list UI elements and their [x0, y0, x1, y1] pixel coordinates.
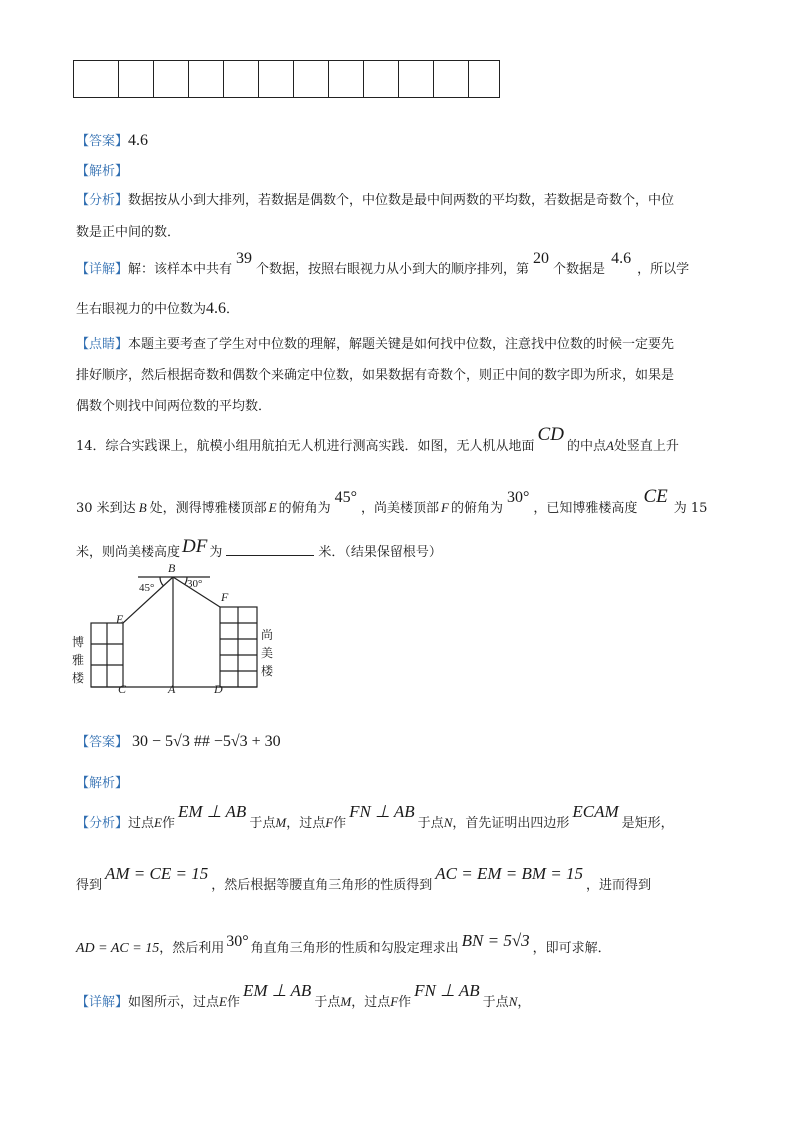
q14-fx1-math2: FN ⊥ AB — [349, 802, 415, 821]
q13-xj-text-b: 个数据，按照右眼视力从小到大的顺序排列，第 — [256, 262, 530, 277]
boya-char-3: 楼 — [72, 671, 85, 685]
q13-fenxi-text1: 数据按从小到大排列，若数据是偶数个，中位数是最中间两数的平均数，若数据是奇数个，中位 — [128, 193, 675, 208]
q14-fx2-text-a: 得到 — [76, 878, 103, 893]
q14-fx2-text-c: ，进而得到 — [585, 878, 651, 893]
shangmei-char-1: 尚 — [261, 628, 274, 642]
q14-xj1-text-e: 作 — [398, 995, 412, 1010]
q14-l3-df: DF — [182, 536, 208, 557]
q14-fx1-text-b: 作 — [161, 816, 175, 831]
q14-fx1-E: E — [154, 815, 162, 830]
q13-answer-line — [76, 130, 148, 150]
q13-xj-text-c: 个数据是 — [553, 262, 606, 277]
answer-grid-cell — [294, 61, 329, 98]
q13-xj-line2-end: ． — [226, 302, 240, 317]
boya-char-1: 博 — [72, 635, 85, 649]
q14-fx1-N: N — [443, 815, 453, 830]
q13-dianjing-line3: 偶数个则找中间两位数的平均数． — [76, 399, 272, 414]
shangmei-char-2: 美 — [261, 646, 274, 660]
q13-xiangjie-line2 — [76, 298, 239, 318]
q13-fenxi-line2: 数是正中间的数． — [76, 225, 181, 240]
q14-l2-text-f: ，已知博雅楼高度 — [533, 501, 638, 516]
q14-l2-text-d: ，尚美楼顶部 — [361, 501, 440, 516]
q14-l2-F: F — [441, 500, 449, 515]
q13-xj-line2-value: 4.6 — [206, 300, 227, 317]
q14-fx1-text-e: 作 — [333, 816, 347, 831]
answer-grid-cell — [329, 61, 364, 98]
xiangjie-tag: 【详解】 — [76, 262, 129, 277]
q14-fx1-text-g: ，首先证明出四边形 — [452, 816, 570, 831]
q14-xj1-text-c: 于点 — [314, 995, 341, 1010]
q14-xj1-text-f: 于点 — [482, 995, 509, 1010]
q14-analysis-tag: 【解析】 — [76, 776, 129, 791]
answer-tag: 【答案】 — [76, 134, 129, 149]
label-D: D — [214, 682, 223, 696]
q14-xj1-text-b: 作 — [226, 995, 240, 1010]
q14-fx1-F: F — [325, 815, 334, 830]
q14-fx1-text-a: 过点 — [128, 816, 155, 831]
label-B: B — [168, 561, 176, 575]
answer-grid-cell — [74, 61, 119, 98]
q14-fx3-text-a: ，然后利用 — [159, 941, 225, 956]
q14-xj1-text-g: ， — [517, 995, 531, 1010]
q13-xj-text-a: 解：该样本中共有 — [128, 262, 233, 277]
q14-fx2-text-b: ，然后根据等腰直角三角形的性质得到 — [211, 878, 433, 893]
answer-grid-cell — [399, 61, 434, 98]
q14-answer-value: 30 − 5√3 ## −5√3 + 30 — [132, 733, 281, 750]
q14-fx3-text-b: 角直角三角形的性质和勾股定理求出 — [250, 941, 459, 956]
q14-fx1-math1: EM ⊥ AB — [178, 802, 247, 821]
q13-xj-line2-text: 生右眼视力的中位数为 — [76, 302, 207, 317]
dianjing-tag: 【点睛】 — [76, 337, 129, 352]
q13-dj-text1: 本题主要考查了学生对中位数的理解，解题关键是如何找中位数，注意找中位数的时候一定要先 — [128, 337, 675, 352]
q14-xiangjie-line1 — [76, 981, 531, 1011]
answer-grid-cell — [364, 61, 399, 98]
label-45deg: 45° — [139, 582, 155, 594]
q14-stem-line3 — [76, 536, 442, 562]
q14-l2-text-a: 30 米到达 — [76, 501, 136, 516]
q14-l3-text-b: 为 — [209, 545, 223, 560]
q14-fx3-math3: BN = 5√3 — [461, 931, 530, 950]
q14-fenxi-line2 — [76, 864, 651, 894]
fenxi-tag: 【分析】 — [76, 816, 129, 831]
q14-fx3-text-c: ，即可求解． — [532, 941, 611, 956]
q14-xj1-text-a: 如图所示，过点 — [128, 995, 220, 1010]
q14-xj1-math1: EM ⊥ AB — [243, 981, 312, 1000]
q13-xj-20: 20 — [533, 250, 550, 267]
q14-l1-text-a: 14．综合实践课上，航模小组用航拍无人机进行测高实践．如图，无人机从地面 — [76, 439, 535, 454]
q14-stem-line1 — [76, 424, 679, 456]
answer-grid-cell — [469, 61, 500, 98]
q14-xj1-M: M — [340, 994, 352, 1009]
fenxi-tag: 【分析】 — [76, 193, 129, 208]
q14-l2-45deg: 45° — [334, 489, 358, 506]
answer-grid-table — [73, 60, 500, 98]
q14-l2-text-g: 为 15 — [673, 501, 708, 516]
answer-grid-cell — [434, 61, 469, 98]
q14-fenxi-line1 — [76, 802, 674, 832]
q13-dianjing-line2: 排好顺序，然后根据奇数和偶数个来确定中位数，如果数据有奇数个，则正中间的数字即为所求，如果是 — [76, 368, 675, 383]
answer-tag: 【答案】 — [76, 735, 129, 750]
q14-l2-B: B — [138, 500, 147, 515]
q14-fx1-text-f: 于点 — [417, 816, 444, 831]
q13-answer-value: 4.6 — [128, 132, 149, 149]
q14-l2-30deg: 30° — [507, 489, 530, 506]
q13-xj-text-d: ，所以学 — [637, 262, 690, 277]
q14-xj1-math2: FN ⊥ AB — [414, 981, 480, 1000]
q14-xj1-E: E — [219, 994, 227, 1009]
shangmei-char-3: 楼 — [261, 664, 274, 678]
boya-char-2: 雅 — [72, 653, 85, 667]
q14-l2-text-c: 的俯角为 — [278, 501, 331, 516]
q14-xj1-N: N — [508, 994, 518, 1009]
answer-blank — [226, 543, 314, 556]
q14-fx3-math1: AD = AC = 15 — [76, 941, 160, 956]
q14-l2-text-e: 的俯角为 — [451, 501, 504, 516]
q14-l3-text-a: 米，则尚美楼高度 — [76, 545, 181, 560]
answer-grid-cell — [224, 61, 259, 98]
q14-l1-text-b: 的中点 — [566, 439, 606, 454]
q14-answer-line — [76, 731, 281, 751]
label-C: C — [118, 682, 127, 696]
label-A: A — [168, 682, 176, 696]
q14-fx1-math3: ECAM — [572, 802, 619, 821]
answer-grid-cell — [154, 61, 189, 98]
q13-xiangjie-line1 — [76, 250, 690, 278]
answer-grid-cell — [119, 61, 154, 98]
q14-l1-cd: CD — [537, 424, 564, 445]
q13-xj-39: 39 — [236, 250, 253, 267]
q14-fx1-M: M — [275, 815, 287, 830]
answer-grid-cell — [259, 61, 294, 98]
q13-fenxi-line1 — [76, 189, 674, 208]
q14-l1-A: A — [605, 438, 614, 453]
label-E: E — [116, 612, 124, 626]
q14-xj1-F: F — [390, 994, 399, 1009]
q14-fenxi-line3 — [76, 931, 611, 957]
answer-grid-cell — [189, 61, 224, 98]
q14-figure — [60, 560, 290, 700]
q14-fx1-text-c: 于点 — [249, 816, 276, 831]
q14-fx1-text-h: 是矩形， — [621, 816, 674, 831]
q14-fx2-math1: AM = CE = 15 — [105, 864, 209, 883]
xiangjie-tag: 【详解】 — [76, 995, 129, 1010]
q14-l3-text-c: 米．（结果保留根号） — [318, 545, 442, 560]
q14-l2-text-b: 处，测得博雅楼顶部 — [149, 501, 267, 516]
q14-l1-text-c: 处竖直上升 — [613, 439, 679, 454]
q14-fx3-math2: 30° — [226, 933, 249, 950]
q14-fx2-math2: AC = EM = BM = 15 — [435, 864, 583, 883]
label-30deg: 30° — [187, 578, 203, 590]
q14-l2-ce: CE — [643, 486, 668, 507]
angle-arc-45 — [160, 577, 164, 586]
q14-xj1-text-d: ，过点 — [351, 995, 391, 1010]
label-F: F — [221, 590, 229, 604]
answer-grid-row — [74, 61, 500, 98]
q13-analysis-tag: 【解析】 — [76, 164, 129, 179]
q13-xj-value: 4.6 — [611, 250, 632, 267]
q14-stem-line2 — [76, 486, 708, 518]
q14-l2-E: E — [268, 500, 277, 515]
q13-dianjing-line1 — [76, 333, 674, 352]
q14-fx1-text-d: ，过点 — [286, 816, 326, 831]
